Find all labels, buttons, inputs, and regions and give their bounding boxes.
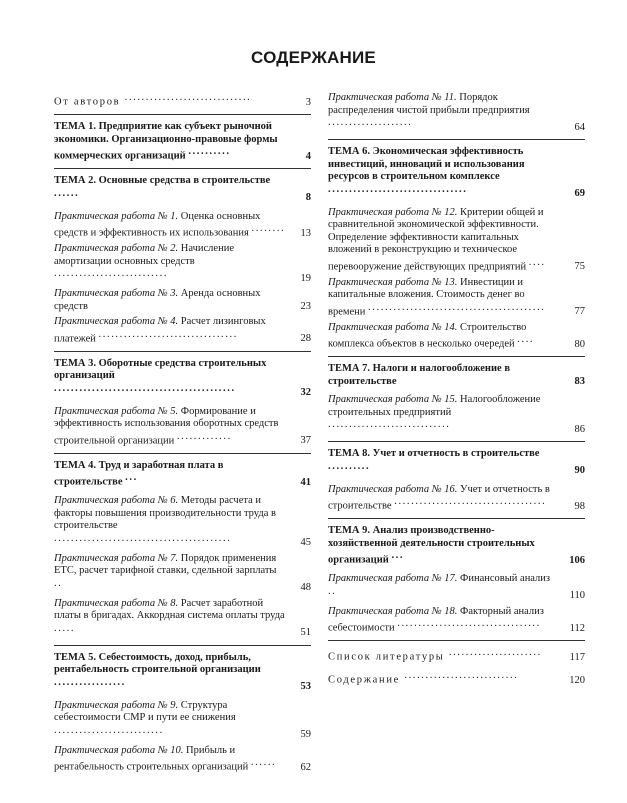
toc-entry-text: ТЕМА 2. Основные средства в строительстве	[54, 175, 271, 186]
toc-entry-label: Практическая работа № 5.	[54, 405, 179, 417]
section-divider	[54, 168, 311, 169]
section-divider	[54, 645, 311, 646]
toc-page-number: 37	[289, 435, 311, 448]
toc-page-number: 45	[289, 537, 311, 550]
toc-entry-text: ТЕМА 1. Предприятие как субъект рыночной экономики. Организационно-правовые формы коммерческих организаций	[54, 121, 278, 162]
toc-topic-9[interactable]: ТЕМА 9. Анализ производственно-хозяйственной деятельности строительных организаций ... 106	[328, 525, 585, 566]
toc-entry-text: Инвестиции и капитальные вложения. Стоимость денег во времени	[328, 276, 525, 317]
toc-practice-10[interactable]: Практическая работа № 10. Прибыль и рентабельность строительных организаций ...... 62	[54, 744, 311, 773]
toc-entry-label: Практическая работа № 14.	[328, 321, 458, 333]
toc-practice-3[interactable]	[54, 288, 311, 313]
toc-page-number: 3	[289, 97, 311, 110]
toc-page-number: 51	[289, 627, 311, 640]
toc-entry-text: Учет и отчетность в строительстве	[328, 483, 550, 512]
toc-entry-label: Практическая работа № 6.	[54, 495, 179, 506]
toc-entry-authors[interactable]: От авторов .............................. 3	[54, 92, 311, 108]
toc-entry-text: ТЕМА 4. Труд и заработная плата в строительстве	[54, 459, 224, 488]
toc-entry-text: Порядок распределения чистой прибыли предприятия	[328, 92, 530, 116]
toc-topic-3[interactable]: ТЕМА 3. Оборотные средства строительных организаций ........................................... 32	[54, 357, 311, 398]
toc-column-right	[328, 92, 585, 687]
toc-page-number: 80	[563, 339, 585, 352]
toc-entry-text: Налогообложение строительных предприятий	[328, 394, 541, 418]
toc-page-number: 13	[289, 228, 311, 241]
toc-practice-17[interactable]: Практическая работа № 17. Финансовый анализ .. 110	[328, 573, 585, 601]
toc-entry-text: ТЕМА 9. Анализ производственно-хозяйственной деятельности строительных организаций	[328, 525, 535, 566]
toc-entry-text: Прибыль и рентабельность строительных организаций	[54, 744, 249, 773]
toc-entry-text: Список литературы	[328, 651, 445, 663]
toc-practice-12[interactable]: Практическая работа № 12. Критерии общей и сравнительной экономической эффективности. Определение эффективности капитальных вложений в реконструкцию и техническое перевооружение действующих предприятий .... 75	[328, 206, 585, 272]
toc-entry-label: Практическая работа № 3.	[54, 288, 179, 299]
toc-practice-9[interactable]: Практическая работа № 9. Структура себестоимости СМР и пути ее снижения .......................... 59	[54, 699, 311, 740]
toc-entry-label: Практическая работа № 8.	[54, 597, 179, 609]
toc-practice-14[interactable]: Практическая работа № 14. Строительство комплекса объектов в несколько очередей .... 80	[328, 321, 585, 350]
toc-practice-15[interactable]: Практическая работа № 15. Налогообложение строительных предприятий ............................. 86	[328, 394, 585, 435]
toc-page-number: 69	[563, 188, 585, 201]
toc-page-number: 19	[289, 273, 311, 286]
toc-entry-label: Практическая работа № 17.	[328, 573, 458, 584]
toc-entry-label: Практическая работа № 4.	[54, 316, 179, 327]
toc-topic-4[interactable]: ТЕМА 4. Труд и заработная плата в строительстве ... 41	[54, 459, 311, 488]
toc-page-number: 28	[289, 333, 311, 346]
toc-practice-7[interactable]: Практическая работа № 7. Порядок применения ЕТС, расчет тарифной ставки, сдельной зарплаты .. 48	[54, 552, 311, 593]
toc-page-number: 106	[563, 555, 585, 568]
toc-page-number: 83	[563, 376, 585, 389]
toc-entry-text: Расчет лизинговых платежей	[54, 316, 266, 344]
toc-entry-label: Практическая работа № 7.	[54, 552, 179, 564]
toc-page-number: 53	[289, 681, 311, 694]
toc-entry-label: Практическая работа № 1.	[54, 210, 179, 222]
toc-page-number: 117	[563, 652, 585, 665]
toc-page-number: 110	[563, 590, 585, 603]
toc-practice-13[interactable]: Практическая работа № 13. Инвестиции и капитальные вложения. Стоимость денег во времени .......................................... 77	[328, 276, 585, 317]
toc-page-number: 32	[289, 387, 311, 400]
toc-entry-text: Расчет заработной платы в бригадах. Аккордная система оплаты труда	[54, 597, 285, 621]
toc-entry-text: ТЕМА 7. Налоги и налогообложение в строительстве	[328, 363, 510, 387]
section-divider	[328, 518, 585, 519]
toc-topic-1[interactable]: ТЕМА 1. Предприятие как субъект рыночной экономики. Организационно-правовые формы коммерческих организаций .......... 4	[54, 121, 311, 162]
toc-entry-text: Финансовый анализ	[460, 573, 551, 584]
toc-page-number: 48	[289, 582, 311, 595]
toc-entry-text: Критерии общей и сравнительной экономической эффективности. Определение эффективности капитальных вложений в реконструкцию и техническое перевооружение действующих предприятий	[328, 206, 544, 272]
section-divider	[328, 356, 585, 357]
toc-practice-8[interactable]: Практическая работа № 8. Расчет заработной платы в бригадах. Аккордная система оплаты труда ..... 51	[54, 597, 311, 638]
toc-entry-label: Практическая работа № 11.	[328, 92, 457, 103]
toc-page-number: 23	[289, 301, 311, 314]
toc-entry-text: Факторный анализ себестоимости	[328, 605, 544, 634]
toc-entry-label: Практическая работа № 15.	[328, 394, 458, 405]
toc-entry-text: ТЕМА 8. Учет и отчетность в строительстве	[328, 448, 540, 459]
toc-topic-6[interactable]: ТЕМА 6. Экономическая эффективность инвестиций, инноваций и использования ресурсов в строительном комплексе ................................. 69	[328, 146, 585, 199]
toc-page-number: 120	[563, 675, 585, 688]
toc-entry-label: Практическая работа № 9.	[54, 699, 179, 711]
toc-page-number: 77	[563, 306, 585, 319]
toc-practice-1[interactable]: Практическая работа № 1. Оценка основных средств и эффективность их использования ........ 13	[54, 210, 311, 239]
section-divider	[54, 114, 311, 115]
toc-practice-16[interactable]: Практическая работа № 16. Учет и отчетность в строительстве .................................... 98	[328, 483, 585, 512]
toc-topic-5[interactable]: ТЕМА 5. Себестоимость, доход, прибыль, рентабельность строительной организации ................. 53	[54, 651, 311, 692]
toc-page-number: 4	[289, 151, 311, 164]
section-divider	[328, 139, 585, 140]
toc-entry-text: Структура себестоимости СМР и пути ее снижения	[54, 699, 236, 723]
toc-entry-label: Практическая работа № 13.	[328, 276, 458, 288]
section-divider	[328, 640, 585, 641]
toc-practice-4[interactable]: Практическая работа № 4. Расчет лизинговых платежей ................................. 28	[54, 316, 311, 344]
toc-entry-text: От авторов	[54, 96, 121, 108]
toc-page-number: 59	[289, 729, 311, 742]
toc-entry-text: Содержание	[328, 674, 401, 686]
toc-entry-text: Формирование и эффективность использования оборотных средств строительной организации	[54, 405, 279, 446]
toc-page-number: 41	[289, 477, 311, 490]
toc-topic-8[interactable]: ТЕМА 8. Учет и отчетность в строительстве .......... 90	[328, 448, 585, 476]
toc-practice-5[interactable]: Практическая работа № 5. Формирование и эффективность использования оборотных средств строительной организации ............. 37	[54, 405, 311, 446]
section-divider	[54, 453, 311, 454]
section-divider	[328, 441, 585, 442]
toc-practice-2[interactable]: Практическая работа № 2. Начисление амортизации основных средств ........................... 19	[54, 243, 311, 284]
toc-entry-text: Порядок применения ЕТС, расчет тарифной ставки, сдельной зарплаты	[54, 552, 277, 576]
toc-entry-text: Строительство комплекса объектов в несколько очередей	[328, 321, 527, 350]
toc-column-left	[54, 92, 311, 774]
toc-page-number: 75	[563, 261, 585, 274]
toc-entry-label: Практическая работа № 18.	[328, 605, 458, 617]
toc-entry-text: ТЕМА 5. Себестоимость, доход, прибыль, рентабельность строительной организации	[54, 651, 261, 675]
toc-practice-18[interactable]: Практическая работа № 18. Факторный анализ себестоимости .................................. 112	[328, 605, 585, 634]
toc-topic-7[interactable]	[328, 363, 585, 388]
section-divider	[54, 351, 311, 352]
toc-page-number: 98	[563, 501, 585, 514]
toc-page-number: 62	[289, 762, 311, 775]
toc-entry-label: Практическая работа № 10.	[54, 744, 184, 756]
toc-page-number: 8	[289, 192, 311, 205]
toc-entry-text: Методы расчета и факторы повышения производительности труда в строительстве	[54, 495, 276, 531]
toc-page-number: 90	[563, 465, 585, 478]
toc-topic-2[interactable]: ТЕМА 2. Основные средства в строительстве ...... 8	[54, 175, 311, 203]
toc-page-number: 64	[563, 122, 585, 135]
toc-practice-11[interactable]: Практическая работа № 11. Порядок распределения чистой прибыли предприятия .................... 64	[328, 92, 585, 133]
toc-entry-label: Практическая работа № 16.	[328, 483, 458, 495]
toc-entry-text: Оценка основных средств и эффективность их использования	[54, 210, 261, 239]
toc-entry-literature[interactable]: Список литературы ...................... 117	[328, 647, 585, 663]
toc-page-number: 86	[563, 424, 585, 437]
toc-practice-6[interactable]: Практическая работа № 6. Методы расчета и факторы повышения производительности труда в строительстве .......................................... 45	[54, 495, 311, 548]
toc-entry-contents[interactable]: Содержание ........................... 120	[328, 670, 585, 686]
toc-entry-label: Практическая работа № 12.	[328, 206, 458, 218]
page-title: СОДЕРЖАНИЕ	[251, 48, 376, 67]
toc-entry-text: ТЕМА 6. Экономическая эффективность инвестиций, инноваций и использования ресурсов в строительном комплексе	[328, 146, 525, 182]
toc-entry-text: Начисление амортизации основных средств	[54, 243, 234, 267]
toc-entry-text: Аренда основных средств	[54, 288, 261, 312]
toc-page-number: 112	[563, 623, 585, 636]
toc-entry-text: ТЕМА 3. Оборотные средства строительных организаций	[54, 357, 267, 381]
toc-entry-label: Практическая работа № 2.	[54, 243, 179, 254]
